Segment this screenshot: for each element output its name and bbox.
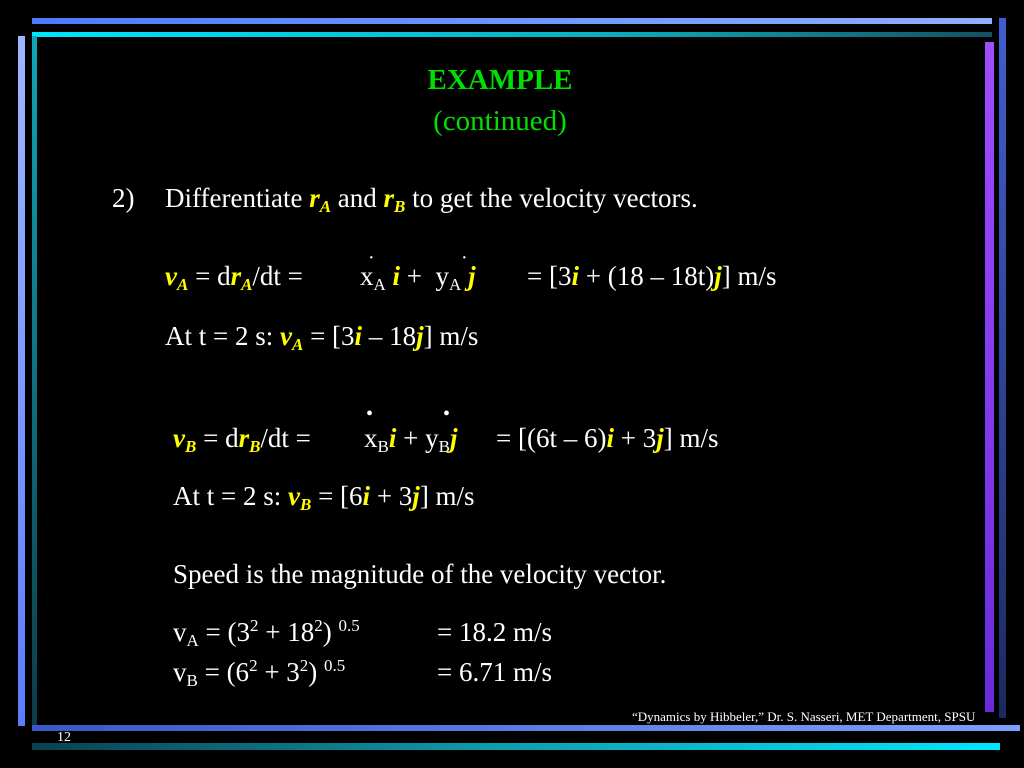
frame-bottom-bar: [32, 725, 1020, 731]
step-text: Differentiate $r_A$ and $r_B$ to get the velocity vectors.: [165, 183, 698, 216]
frame-right-bar: [985, 42, 994, 712]
speed-statement: Speed is the magnitude of the velocity vector.: [173, 559, 667, 589]
y-dot-mark-b: •: [443, 403, 451, 425]
velocity-a-result: = [3i + (18 – 18t)j] m/s: [527, 261, 777, 291]
velocity-a-equation: $v_A = dr_A/dt$ =: [165, 261, 303, 294]
velocity-a-at-t2: At t = 2 s: $v_A = [3i - 18j]$ m/s: [165, 321, 479, 354]
speed-b-result: = 6.71 m/s: [437, 657, 552, 687]
slide-title: EXAMPLE: [427, 64, 573, 96]
frame-left-bar: [18, 36, 25, 726]
footer-credit: “Dynamics by Hibbeler,” Dr. S. Nasseri, MET Department, SPSU: [632, 709, 976, 724]
page-number: 12: [57, 730, 71, 745]
frame-top-bar-2: [32, 32, 992, 37]
x-dot-mark-b: •: [366, 403, 374, 425]
velocity-b-equation: $v_B = dr_B/dt$ =: [173, 423, 311, 456]
frame-bottom-bar-2: [32, 743, 1000, 750]
velocity-b-at-t2: At t = 2 s: $v_B = [6i + 3j]$ m/s: [173, 481, 475, 514]
velocity-b-result: = [(6t – 6)i + 3j] m/s: [496, 423, 719, 453]
speed-b-formula: $v_B = (6^2 + 3^2)$ $^{0.5}$: [173, 656, 346, 690]
step-number: 2): [112, 183, 135, 213]
slide-subtitle: (continued): [433, 105, 567, 137]
speed-a-formula: $v_A = (3^2 + 18^2)$ $^{0.5}$: [173, 616, 360, 650]
velocity-a-components: $x_A$ $i + y_A$ j: [360, 261, 476, 294]
velocity-b-components: $x_Bi + y_Bj$: [364, 423, 458, 456]
y-dot-mark-a: ·: [461, 247, 468, 269]
frame-right-bar-2: [999, 18, 1006, 718]
frame-top-bar: [32, 18, 992, 24]
x-dot-mark-a: ·: [368, 247, 375, 269]
speed-a-result: = 18.2 m/s: [437, 617, 552, 647]
frame-left-bar-2: [32, 36, 37, 726]
